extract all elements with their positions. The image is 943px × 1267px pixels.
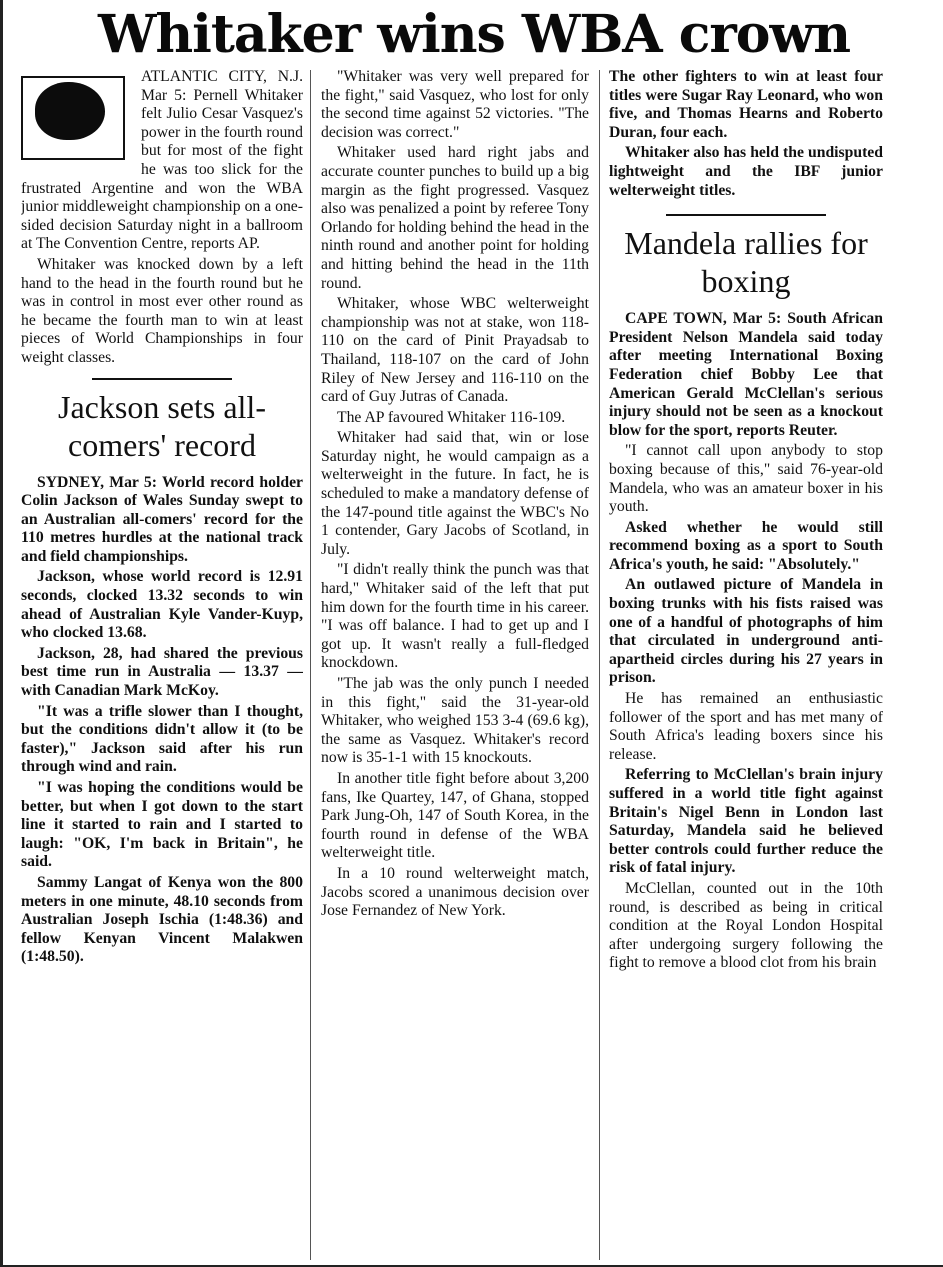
story3-paragraph: He has remained an enthusiastic follower of the sport and has met many of South Africa's leading boxers since his release.: [609, 690, 883, 763]
story1-paragraph: "The jab was the only punch I needed in this fight," said the 31-year-old Whitaker, who weighed 153 3-4 (69.6 kg), the same as Vasquez. Whitaker's record now is 35-1-1 with 15 knockouts.: [321, 675, 589, 767]
story1-paragraph: "Whitaker was very well prepared for the fight," said Vasquez, who lost for only the second time against 52 victories. "The decision was correct.": [321, 68, 589, 141]
column-rule-left: [310, 70, 311, 1260]
column-3: [609, 68, 883, 1263]
story1-paragraph: "I didn't really think the punch was that hard," Whitaker said of the left that put him down for the fourth time in his career. "I was off balance. I had to get up and I got up. It wasn't really a full-fledged knockdown.: [321, 561, 589, 672]
story1-paragraph: Whitaker used hard right jabs and accurate counter punches to build up a big margin as the fight progressed. Vasquez also was penalized a point by referee Tony Orlando for holding behind the head in the ninth round and another point for holding and hitting behind the head in the 11th round.: [321, 144, 589, 292]
story1-paragraph: The AP favoured Whitaker 116-109.: [337, 408, 566, 426]
story1-paragraph: In a 10 round welterweight match, Jacobs scored a unanimous decision over Jose Fernandez of New York.: [321, 864, 589, 920]
story1-paragraph: The other fighters to win at least four titles were Sugar Ray Leonard, who won five, and Thomas Hearns and Roberto Duran, four each.: [609, 68, 883, 141]
column-1: [21, 68, 303, 1263]
story2-paragraph: "I was hoping the conditions would be better, but when I got down to the start line it started to rain and I started to laugh: "OK, I'm back in Britain", he said.: [21, 779, 303, 871]
story1-paragraph: In another title fight before about 3,200 fans, Ike Quartey, 147, of Ghana, stopped Park Jung-Oh, 147 of South Korea, in the fourth round in defense of the WBA welterweight title.: [321, 769, 589, 862]
story1-paragraph: Whitaker, whose WBC welterweight championship was not at stake, won 118-110 on the card of Pinit Prayadsab to Thailand, 118-107 on the card of John Riley of New Jersey and 116-110 on the card of Guy Jutras of Canada.: [321, 295, 589, 406]
story3-paragraph: "I cannot call upon anybody to stop boxing because of this," said 76-year-old Mandela, who was an amateur boxer in his youth.: [609, 442, 883, 516]
story3-paragraph: Asked whether he would still recommend boxing as a sport to South Africa's youth, he said: "Absolutely.": [609, 518, 883, 573]
story3-paragraph: McClellan, counted out in the 10th round, is described as being in critical condition at the Royal London Hospital after undergoing surgery following the fight to remove a blood clot from his brain: [609, 879, 883, 972]
column-rule-right: [599, 70, 600, 1260]
story2-paragraph: Jackson, 28, had shared the previous best time run in Australia — 13.37 — with Canadian Mark McKoy.: [21, 644, 303, 700]
story3-paragraph: CAPE TOWN, Mar 5: South African President Nelson Mandela said today after meeting International Boxing Federation chief Bobby Lee that American Gerald McClellan's serious injury should not be seen as a knockout blow for the sport, reports Reuter.: [609, 310, 883, 439]
boxer-photo: [21, 70, 133, 170]
story1-paragraph: Whitaker also has held the undisputed lightweight and the IBF junior welterweight titles.: [609, 144, 883, 199]
story2-paragraph: "It was a trifle slower than I thought, but the conditions didn't allow it (to be faster)," Jackson said after his run through wind and rain.: [21, 702, 303, 776]
story1-paragraph: ATLANTIC CITY, N.J. Mar 5: Pernell Whitaker felt Julio Cesar Vasquez's power in the fourth round but for most of the fight he was too slick for the frustrated Argentine and won the WBA junior middleweight championship on a one-sided decision Saturday night in a ballroom at The Convention Centre, reports AP.: [21, 68, 303, 253]
story1-paragraph: Whitaker was knocked down by a left hand to the head in the fourth round but he was in control in most ever other round as he became the fourth man to win at least pieces of World Championships in four weight classes.: [21, 255, 303, 366]
column-2: [321, 68, 589, 1263]
story3-paragraph: An outlawed picture of Mandela in boxing trunks with his fists raised was one of a handful of photographs of him that circulated in underground anti-apartheid circles during his 27 years in prison.: [609, 576, 883, 687]
jackson-headline: Jackson sets all-comers' record: [58, 388, 266, 463]
story2-paragraph: Jackson, whose world record is 12.91 seconds, clocked 13.32 seconds to win ahead of Australian Kyle Vander-Kuyp, who clocked 13.68.: [21, 568, 303, 642]
story3-paragraph: Referring to McClellan's brain injury suffered in a world title fight against Britain's Nigel Benn in London last Saturday, Mandela said he believed better controls could further reduce the risk of fatal injury.: [609, 766, 883, 877]
section-divider: [92, 378, 232, 380]
story2-paragraph: SYDNEY, Mar 5: World record holder Colin Jackson of Wales Sunday swept to an Australian all-comers' record for the 110 metres hurdles at the national track and field championships.: [21, 473, 303, 565]
mandela-headline: Mandela rallies for boxing: [624, 225, 868, 300]
section-divider: [666, 214, 826, 216]
main-headline: Whitaker wins WBA crown: [97, 4, 851, 65]
story2-paragraph: Sammy Langat of Kenya won the 800 meters in one minute, 48.10 seconds from Australian Joseph Ischia (1:48.36) and fellow Kenyan Vincent Malakwen (1:48.50).: [21, 873, 303, 966]
photo-image: [35, 82, 105, 140]
story1-paragraph: Whitaker had said that, win or lose Saturday night, he would campaign as a welterweight in the future. In fact, he is scheduled to make a mandatory defense of the 147-pound title against the WBC's No 1 contender, Gary Jacobs of Scotland, in July.: [321, 429, 589, 558]
